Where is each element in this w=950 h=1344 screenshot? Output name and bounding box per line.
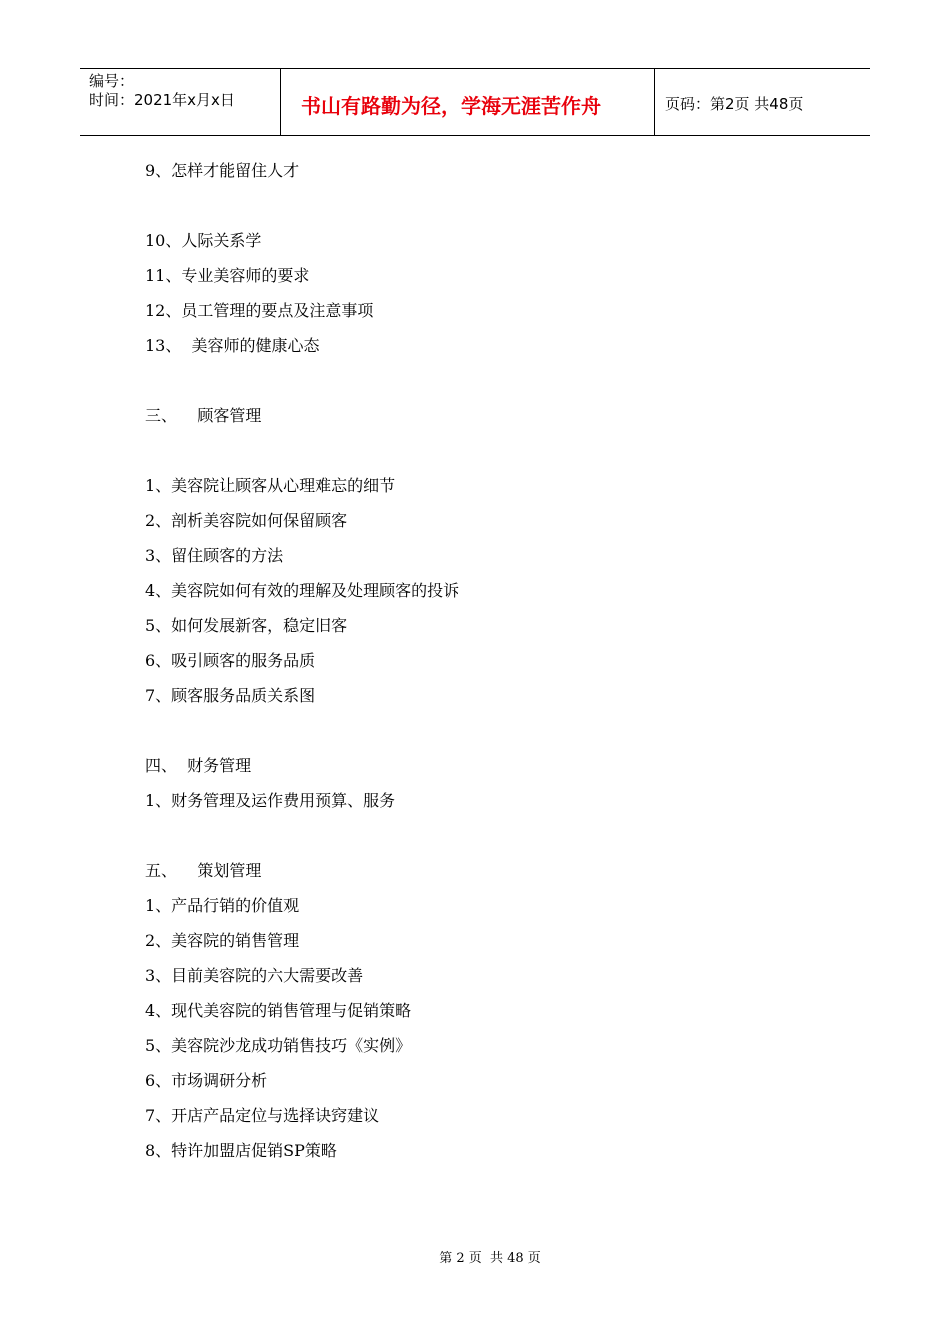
list-item: 1、美容院让顾客从心理难忘的细节 bbox=[145, 476, 396, 495]
blank-line bbox=[145, 715, 825, 750]
list-item: 7、开店产品定位与选择诀窍建议 bbox=[145, 1106, 380, 1125]
list-item: 1、财务管理及运作费用预算、服务 bbox=[145, 791, 396, 810]
list-item: 1、产品行销的价值观 bbox=[145, 896, 300, 915]
list-item: 3、留住顾客的方法 bbox=[145, 546, 284, 565]
list-item: 2、美容院的销售管理 bbox=[145, 931, 300, 950]
header-meta bbox=[80, 69, 281, 135]
list-item: 9、怎样才能留住人才 bbox=[145, 161, 300, 180]
page-header bbox=[80, 68, 870, 136]
list-item: 4、现代美容院的销售管理与促销策略 bbox=[145, 1001, 412, 1020]
list-item: 7、顾客服务品质关系图 bbox=[145, 686, 316, 705]
list-item: 2、剖析美容院如何保留顾客 bbox=[145, 511, 348, 530]
list-item: 12、员工管理的要点及注意事项 bbox=[145, 301, 374, 320]
blank-line bbox=[145, 435, 825, 470]
section-heading: 三、 顾客管理 bbox=[145, 406, 262, 425]
list-item: 11、专业美容师的要求 bbox=[145, 266, 310, 285]
header-page-info: 页码：第2页 共48页 bbox=[665, 94, 804, 113]
blank-line bbox=[145, 190, 825, 225]
header-motto: 书山有路勤为径，学海无涯苦作舟 bbox=[281, 69, 655, 135]
list-item: 8、特许加盟店促销SP策略 bbox=[145, 1141, 337, 1160]
page-footer: 第 2 页 共 48 页 bbox=[439, 1251, 541, 1266]
list-item: 6、吸引顾客的服务品质 bbox=[145, 651, 316, 670]
list-item: 3、目前美容院的六大需要改善 bbox=[145, 966, 364, 985]
list-item: 5、如何发展新客，稳定旧客 bbox=[145, 616, 348, 635]
blank-line bbox=[145, 820, 825, 855]
blank-line bbox=[145, 365, 825, 400]
document-number-label: 编号： bbox=[89, 72, 135, 90]
list-item: 5、美容院沙龙成功销售技巧《实例》 bbox=[145, 1036, 412, 1055]
list-item: 13、 美容师的健康心态 bbox=[145, 336, 320, 355]
list-item: 4、美容院如何有效的理解及处理顾客的投诉 bbox=[145, 581, 460, 600]
list-item: 10、人际关系学 bbox=[145, 231, 262, 250]
list-item: 6、市场调研分析 bbox=[145, 1071, 268, 1090]
section-heading: 四、 财务管理 bbox=[145, 756, 252, 775]
document-time-label: 时间：2021年x月x日 bbox=[89, 91, 235, 109]
section-heading: 五、 策划管理 bbox=[145, 861, 262, 880]
document-body bbox=[145, 155, 825, 1170]
